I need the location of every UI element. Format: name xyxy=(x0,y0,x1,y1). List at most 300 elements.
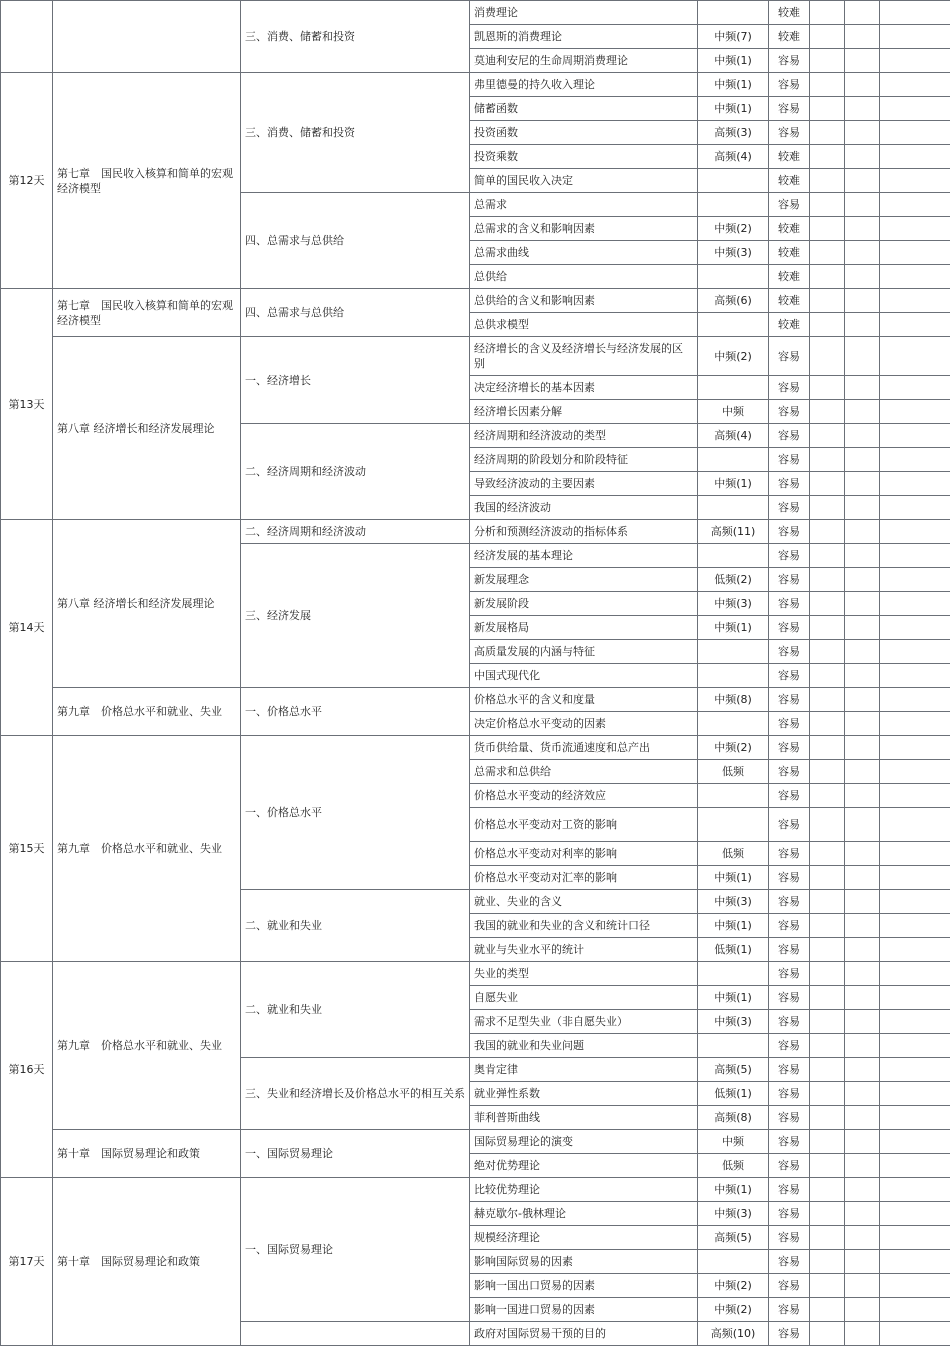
empty-cell xyxy=(880,1178,950,1202)
section-cell xyxy=(241,1322,470,1346)
empty-cell xyxy=(810,25,845,49)
topic-cell: 投资乘数 xyxy=(470,145,698,169)
topic-cell: 国际贸易理论的演变 xyxy=(470,1130,698,1154)
empty-cell xyxy=(880,568,950,592)
topic-cell: 总需求 xyxy=(470,193,698,217)
empty-cell xyxy=(845,400,880,424)
empty-cell xyxy=(845,496,880,520)
empty-cell xyxy=(880,217,950,241)
section-cell: 一、国际贸易理论 xyxy=(241,1178,470,1322)
section-cell: 三、经济发展 xyxy=(241,544,470,688)
difficulty-cell: 容易 xyxy=(769,736,810,760)
frequency-cell xyxy=(698,1034,769,1058)
frequency-cell: 中频(3) xyxy=(698,592,769,616)
section-cell: 三、失业和经济增长及价格总水平的相互关系 xyxy=(241,1058,470,1130)
empty-cell xyxy=(880,73,950,97)
empty-cell xyxy=(845,688,880,712)
frequency-cell: 中频(2) xyxy=(698,736,769,760)
topic-cell: 我国的就业和失业问题 xyxy=(470,1034,698,1058)
table-row xyxy=(1,1178,950,1202)
topic-cell: 需求不足型失业（非自愿失业） xyxy=(470,1010,698,1034)
topic-cell: 经济增长因素分解 xyxy=(470,400,698,424)
empty-cell xyxy=(845,592,880,616)
frequency-cell xyxy=(698,544,769,568)
difficulty-cell: 较难 xyxy=(769,145,810,169)
day-cell: 第14天 xyxy=(1,520,53,736)
topic-cell: 新发展格局 xyxy=(470,616,698,640)
empty-cell xyxy=(810,592,845,616)
empty-cell xyxy=(845,1178,880,1202)
empty-cell xyxy=(810,1058,845,1082)
empty-cell xyxy=(845,49,880,73)
difficulty-cell: 容易 xyxy=(769,616,810,640)
empty-cell xyxy=(880,842,950,866)
empty-cell xyxy=(845,808,880,842)
frequency-cell xyxy=(698,376,769,400)
empty-cell xyxy=(880,265,950,289)
section-cell: 二、经济周期和经济波动 xyxy=(241,424,470,520)
empty-cell xyxy=(880,241,950,265)
empty-cell xyxy=(845,890,880,914)
section-cell: 四、总需求与总供给 xyxy=(241,193,470,289)
empty-cell xyxy=(880,1274,950,1298)
difficulty-cell: 容易 xyxy=(769,1034,810,1058)
frequency-cell: 中频(1) xyxy=(698,1178,769,1202)
frequency-cell: 中频(1) xyxy=(698,472,769,496)
empty-cell xyxy=(845,866,880,890)
section-cell: 二、就业和失业 xyxy=(241,962,470,1058)
empty-cell xyxy=(845,544,880,568)
day-cell: 第17天 xyxy=(1,1178,53,1346)
frequency-cell: 中频(2) xyxy=(698,1298,769,1322)
empty-cell xyxy=(880,145,950,169)
frequency-cell: 中频 xyxy=(698,1130,769,1154)
empty-cell xyxy=(810,289,845,313)
empty-cell xyxy=(880,49,950,73)
topic-cell: 简单的国民收入决定 xyxy=(470,169,698,193)
topic-cell: 影响一国出口贸易的因素 xyxy=(470,1274,698,1298)
empty-cell xyxy=(845,97,880,121)
empty-cell xyxy=(845,313,880,337)
empty-cell xyxy=(880,616,950,640)
empty-cell xyxy=(880,289,950,313)
empty-cell xyxy=(880,688,950,712)
day-cell: 第16天 xyxy=(1,962,53,1178)
empty-cell xyxy=(845,1106,880,1130)
difficulty-cell: 容易 xyxy=(769,842,810,866)
table-row xyxy=(1,73,950,97)
table-row xyxy=(1,962,950,986)
empty-cell xyxy=(880,1154,950,1178)
topic-cell: 分析和预测经济波动的指标体系 xyxy=(470,520,698,544)
topic-cell: 新发展理念 xyxy=(470,568,698,592)
frequency-cell: 高频(4) xyxy=(698,424,769,448)
empty-cell xyxy=(845,424,880,448)
empty-cell xyxy=(810,1,845,25)
empty-cell xyxy=(845,938,880,962)
section-cell: 二、经济周期和经济波动 xyxy=(241,520,470,544)
empty-cell xyxy=(810,1322,845,1346)
empty-cell xyxy=(810,337,845,376)
empty-cell xyxy=(845,1274,880,1298)
frequency-cell: 高频(3) xyxy=(698,121,769,145)
empty-cell xyxy=(880,736,950,760)
frequency-cell xyxy=(698,193,769,217)
empty-cell xyxy=(880,472,950,496)
empty-cell xyxy=(810,664,845,688)
table-row xyxy=(1,688,950,712)
chapter-cell: 第八章 经济增长和经济发展理论 xyxy=(53,520,241,688)
topic-cell: 影响一国进口贸易的因素 xyxy=(470,1298,698,1322)
empty-cell xyxy=(810,472,845,496)
topic-cell: 价格总水平变动对汇率的影响 xyxy=(470,866,698,890)
topic-cell: 影响国际贸易的因素 xyxy=(470,1250,698,1274)
empty-cell xyxy=(845,1298,880,1322)
difficulty-cell: 容易 xyxy=(769,1010,810,1034)
empty-cell xyxy=(845,962,880,986)
frequency-cell: 低频 xyxy=(698,842,769,866)
empty-cell xyxy=(810,866,845,890)
difficulty-cell: 容易 xyxy=(769,193,810,217)
empty-cell xyxy=(810,1082,845,1106)
empty-cell xyxy=(845,1,880,25)
frequency-cell: 低频(2) xyxy=(698,568,769,592)
difficulty-cell: 较难 xyxy=(769,25,810,49)
difficulty-cell: 容易 xyxy=(769,1298,810,1322)
empty-cell xyxy=(880,400,950,424)
empty-cell xyxy=(880,520,950,544)
frequency-cell xyxy=(698,664,769,688)
topic-cell: 规模经济理论 xyxy=(470,1226,698,1250)
empty-cell xyxy=(845,712,880,736)
empty-cell xyxy=(810,1226,845,1250)
frequency-cell: 高频(5) xyxy=(698,1058,769,1082)
difficulty-cell: 容易 xyxy=(769,986,810,1010)
empty-cell xyxy=(810,1010,845,1034)
empty-cell xyxy=(845,337,880,376)
empty-cell xyxy=(880,1298,950,1322)
frequency-cell: 高频(4) xyxy=(698,145,769,169)
topic-cell: 弗里德曼的持久收入理论 xyxy=(470,73,698,97)
frequency-cell: 中频(2) xyxy=(698,1274,769,1298)
topic-cell: 就业、失业的含义 xyxy=(470,890,698,914)
topic-cell: 我国的经济波动 xyxy=(470,496,698,520)
difficulty-cell: 容易 xyxy=(769,568,810,592)
empty-cell xyxy=(845,448,880,472)
topic-cell: 就业与失业水平的统计 xyxy=(470,938,698,962)
empty-cell xyxy=(810,1106,845,1130)
empty-cell xyxy=(810,241,845,265)
empty-cell xyxy=(810,1178,845,1202)
frequency-cell: 低频 xyxy=(698,1154,769,1178)
difficulty-cell: 容易 xyxy=(769,962,810,986)
topic-cell: 政府对国际贸易干预的目的 xyxy=(470,1322,698,1346)
difficulty-cell: 容易 xyxy=(769,496,810,520)
difficulty-cell: 容易 xyxy=(769,1106,810,1130)
empty-cell xyxy=(810,544,845,568)
empty-cell xyxy=(810,712,845,736)
difficulty-cell: 容易 xyxy=(769,49,810,73)
empty-cell xyxy=(810,448,845,472)
empty-cell xyxy=(845,664,880,688)
chapter-cell: 第九章 价格总水平和就业、失业 xyxy=(53,736,241,962)
topic-cell: 投资函数 xyxy=(470,121,698,145)
empty-cell xyxy=(880,337,950,376)
frequency-cell: 中频(3) xyxy=(698,890,769,914)
topic-cell: 绝对优势理论 xyxy=(470,1154,698,1178)
empty-cell xyxy=(880,1082,950,1106)
empty-cell xyxy=(880,97,950,121)
empty-cell xyxy=(880,25,950,49)
empty-cell xyxy=(880,890,950,914)
topic-cell: 赫克歇尔-俄林理论 xyxy=(470,1202,698,1226)
empty-cell xyxy=(810,890,845,914)
frequency-cell xyxy=(698,313,769,337)
frequency-cell: 高频(5) xyxy=(698,1226,769,1250)
empty-cell xyxy=(880,169,950,193)
frequency-cell: 高频(6) xyxy=(698,289,769,313)
empty-cell xyxy=(810,688,845,712)
table-row xyxy=(1,1130,950,1154)
difficulty-cell: 容易 xyxy=(769,1058,810,1082)
section-cell: 三、消费、储蓄和投资 xyxy=(241,73,470,193)
empty-cell xyxy=(845,986,880,1010)
difficulty-cell: 容易 xyxy=(769,376,810,400)
section-cell: 一、价格总水平 xyxy=(241,736,470,890)
difficulty-cell: 容易 xyxy=(769,97,810,121)
empty-cell xyxy=(880,664,950,688)
empty-cell xyxy=(810,1202,845,1226)
topic-cell: 凯恩斯的消费理论 xyxy=(470,25,698,49)
difficulty-cell: 容易 xyxy=(769,914,810,938)
difficulty-cell: 容易 xyxy=(769,1274,810,1298)
empty-cell xyxy=(880,1130,950,1154)
frequency-cell: 中频 xyxy=(698,400,769,424)
table-row xyxy=(1,1,950,25)
empty-cell xyxy=(810,73,845,97)
frequency-cell: 高频(11) xyxy=(698,520,769,544)
frequency-cell: 中频(1) xyxy=(698,97,769,121)
difficulty-cell: 容易 xyxy=(769,760,810,784)
empty-cell xyxy=(810,1034,845,1058)
table-body xyxy=(1,1,950,1346)
difficulty-cell: 较难 xyxy=(769,289,810,313)
topic-cell: 总供给 xyxy=(470,265,698,289)
empty-cell xyxy=(880,640,950,664)
topic-cell: 价格总水平变动对利率的影响 xyxy=(470,842,698,866)
empty-cell xyxy=(880,496,950,520)
topic-cell: 决定价格总水平变动的因素 xyxy=(470,712,698,736)
frequency-cell: 中频(3) xyxy=(698,241,769,265)
chapter-cell xyxy=(53,1,241,73)
frequency-cell: 中频(1) xyxy=(698,986,769,1010)
frequency-cell: 中频(1) xyxy=(698,49,769,73)
topic-cell: 消费理论 xyxy=(470,1,698,25)
empty-cell xyxy=(845,1250,880,1274)
section-cell: 一、国际贸易理论 xyxy=(241,1130,470,1178)
chapter-cell: 第十章 国际贸易理论和政策 xyxy=(53,1130,241,1178)
chapter-cell: 第九章 价格总水平和就业、失业 xyxy=(53,962,241,1130)
difficulty-cell: 容易 xyxy=(769,688,810,712)
empty-cell xyxy=(810,1154,845,1178)
day-cell xyxy=(1,1,53,73)
empty-cell xyxy=(810,424,845,448)
difficulty-cell: 容易 xyxy=(769,424,810,448)
topic-cell: 新发展阶段 xyxy=(470,592,698,616)
topic-cell: 经济增长的含义及经济增长与经济发展的区别 xyxy=(470,337,698,376)
empty-cell xyxy=(845,1010,880,1034)
empty-cell xyxy=(880,866,950,890)
difficulty-cell: 容易 xyxy=(769,938,810,962)
empty-cell xyxy=(810,1250,845,1274)
frequency-cell: 中频(2) xyxy=(698,337,769,376)
difficulty-cell: 容易 xyxy=(769,1178,810,1202)
difficulty-cell: 较难 xyxy=(769,313,810,337)
difficulty-cell: 容易 xyxy=(769,808,810,842)
empty-cell xyxy=(845,73,880,97)
empty-cell xyxy=(880,1202,950,1226)
empty-cell xyxy=(810,640,845,664)
frequency-cell xyxy=(698,1,769,25)
frequency-cell: 中频(8) xyxy=(698,688,769,712)
difficulty-cell: 容易 xyxy=(769,400,810,424)
empty-cell xyxy=(880,784,950,808)
frequency-cell xyxy=(698,265,769,289)
empty-cell xyxy=(845,842,880,866)
frequency-cell: 中频(1) xyxy=(698,73,769,97)
empty-cell xyxy=(810,217,845,241)
topic-cell: 莫迪利安尼的生命周期消费理论 xyxy=(470,49,698,73)
difficulty-cell: 较难 xyxy=(769,169,810,193)
topic-cell: 价格总水平变动对工资的影响 xyxy=(470,808,698,842)
empty-cell xyxy=(880,1034,950,1058)
empty-cell xyxy=(810,121,845,145)
difficulty-cell: 容易 xyxy=(769,784,810,808)
empty-cell xyxy=(845,241,880,265)
frequency-cell: 中频(1) xyxy=(698,914,769,938)
topic-cell: 中国式现代化 xyxy=(470,664,698,688)
table-row xyxy=(1,736,950,760)
empty-cell xyxy=(880,962,950,986)
topic-cell: 总供求模型 xyxy=(470,313,698,337)
difficulty-cell: 容易 xyxy=(769,337,810,376)
topic-cell: 就业弹性系数 xyxy=(470,1082,698,1106)
day-cell: 第12天 xyxy=(1,73,53,289)
empty-cell xyxy=(845,1130,880,1154)
empty-cell xyxy=(880,1058,950,1082)
day-cell: 第13天 xyxy=(1,289,53,520)
empty-cell xyxy=(845,640,880,664)
chapter-cell: 第十章 国际贸易理论和政策 xyxy=(53,1178,241,1346)
section-cell: 三、消费、储蓄和投资 xyxy=(241,1,470,73)
section-cell: 一、经济增长 xyxy=(241,337,470,424)
difficulty-cell: 容易 xyxy=(769,1154,810,1178)
empty-cell xyxy=(810,1298,845,1322)
topic-cell: 我国的就业和失业的含义和统计口径 xyxy=(470,914,698,938)
section-cell: 一、价格总水平 xyxy=(241,688,470,736)
empty-cell xyxy=(810,760,845,784)
difficulty-cell: 容易 xyxy=(769,520,810,544)
empty-cell xyxy=(845,265,880,289)
empty-cell xyxy=(880,1,950,25)
frequency-cell xyxy=(698,1250,769,1274)
empty-cell xyxy=(845,616,880,640)
frequency-cell: 低频(1) xyxy=(698,938,769,962)
table-row xyxy=(1,520,950,544)
difficulty-cell: 容易 xyxy=(769,640,810,664)
empty-cell xyxy=(880,1106,950,1130)
empty-cell xyxy=(810,1274,845,1298)
frequency-cell: 中频(1) xyxy=(698,866,769,890)
empty-cell xyxy=(880,914,950,938)
chapter-cell: 第七章 国民收入核算和简单的宏观经济模型 xyxy=(53,73,241,289)
empty-cell xyxy=(880,986,950,1010)
difficulty-cell: 较难 xyxy=(769,241,810,265)
frequency-cell: 中频(3) xyxy=(698,1202,769,1226)
empty-cell xyxy=(880,808,950,842)
section-cell: 二、就业和失业 xyxy=(241,890,470,962)
frequency-cell: 高频(10) xyxy=(698,1322,769,1346)
empty-cell xyxy=(845,1082,880,1106)
empty-cell xyxy=(810,962,845,986)
empty-cell xyxy=(845,520,880,544)
frequency-cell xyxy=(698,169,769,193)
topic-cell: 经济周期的阶段划分和阶段特征 xyxy=(470,448,698,472)
empty-cell xyxy=(880,193,950,217)
empty-cell xyxy=(810,376,845,400)
empty-cell xyxy=(880,424,950,448)
empty-cell xyxy=(810,97,845,121)
frequency-cell: 中频(2) xyxy=(698,217,769,241)
empty-cell xyxy=(845,289,880,313)
empty-cell xyxy=(845,1034,880,1058)
empty-cell xyxy=(810,193,845,217)
empty-cell xyxy=(810,169,845,193)
empty-cell xyxy=(845,1322,880,1346)
empty-cell xyxy=(810,265,845,289)
empty-cell xyxy=(810,568,845,592)
table-row xyxy=(1,289,950,313)
topic-cell: 菲利普斯曲线 xyxy=(470,1106,698,1130)
frequency-cell: 中频(1) xyxy=(698,616,769,640)
empty-cell xyxy=(845,217,880,241)
difficulty-cell: 容易 xyxy=(769,1082,810,1106)
empty-cell xyxy=(845,1226,880,1250)
empty-cell xyxy=(880,448,950,472)
topic-cell: 比较优势理论 xyxy=(470,1178,698,1202)
topic-cell: 价格总水平的含义和度量 xyxy=(470,688,698,712)
difficulty-cell: 容易 xyxy=(769,664,810,688)
empty-cell xyxy=(880,712,950,736)
empty-cell xyxy=(845,736,880,760)
topic-cell: 价格总水平变动的经济效应 xyxy=(470,784,698,808)
frequency-cell xyxy=(698,640,769,664)
empty-cell xyxy=(845,760,880,784)
topic-cell: 总供给的含义和影响因素 xyxy=(470,289,698,313)
frequency-cell: 低频 xyxy=(698,760,769,784)
difficulty-cell: 较难 xyxy=(769,1,810,25)
frequency-cell xyxy=(698,962,769,986)
topic-cell: 储蓄函数 xyxy=(470,97,698,121)
empty-cell xyxy=(810,400,845,424)
topic-cell: 货币供给量、货币流通速度和总产出 xyxy=(470,736,698,760)
empty-cell xyxy=(810,938,845,962)
empty-cell xyxy=(845,472,880,496)
frequency-cell: 中频(7) xyxy=(698,25,769,49)
empty-cell xyxy=(845,1202,880,1226)
topic-cell: 自愿失业 xyxy=(470,986,698,1010)
difficulty-cell: 容易 xyxy=(769,866,810,890)
